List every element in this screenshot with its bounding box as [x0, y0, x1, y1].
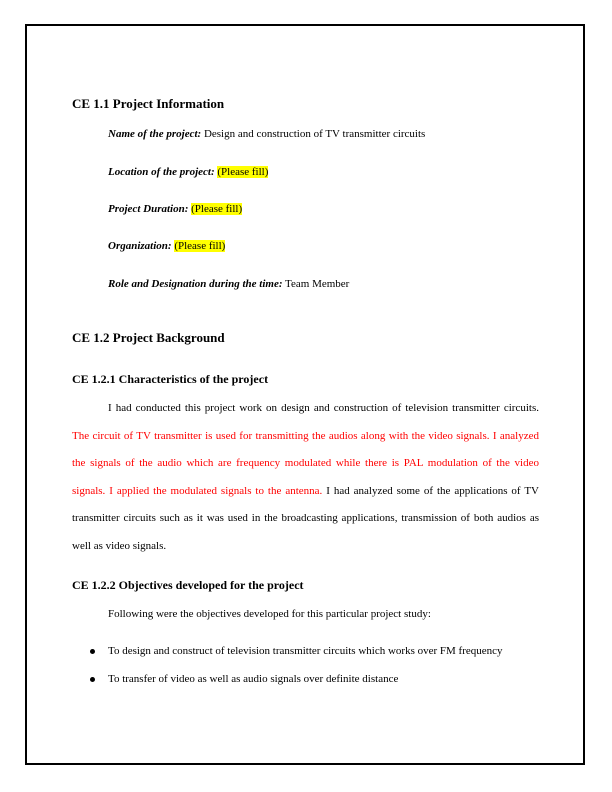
info-row-project-name — [108, 128, 425, 140]
objectives-intro: Following were the objectives developed for this particular project study: — [108, 608, 431, 620]
info-value-highlighted: (Please fill) — [191, 203, 243, 215]
list-item: To design and construct of television transmitter circuits which works over FM frequency — [108, 645, 503, 657]
paragraph-text-red: The circuit of TV transmitter is used for transmitting the audios along with the video signals. I analyzed the signals of the audio which are frequency modulated while there is PAL modulation of the video signals. I applied the modulated signals to the antenna. — [72, 429, 539, 497]
subsection-1-2-1-heading: CE 1.2.1 Characteristics of the project — [72, 372, 269, 386]
paragraph-text: I had conducted this project work on design and construction of television transmitter circuits. — [108, 402, 539, 414]
info-label: Role and Designation during the time: — [108, 278, 283, 290]
section-1-2-heading: CE 1.2 Project Background — [72, 330, 225, 345]
info-row-organization — [108, 240, 225, 252]
info-label: Location of the project: — [108, 166, 215, 178]
bullet-icon — [90, 649, 95, 654]
info-row-location — [108, 166, 268, 178]
info-label: Project Duration: — [108, 203, 189, 215]
info-label: Name of the project: — [108, 128, 202, 140]
subsection-1-2-2-heading: CE 1.2.2 Objectives developed for the project — [72, 578, 304, 592]
info-value-highlighted: (Please fill) — [174, 240, 226, 252]
info-row-duration — [108, 203, 242, 215]
bullet-icon — [90, 677, 95, 682]
info-value: Team Member — [282, 278, 350, 290]
info-row-role — [108, 278, 349, 290]
section-1-1-heading: CE 1.1 Project Information — [72, 96, 225, 111]
list-item: To transfer of video as well as audio signals over definite distance — [108, 673, 399, 685]
info-value: Design and construction of TV transmitter circuits — [201, 128, 426, 140]
characteristics-paragraph — [72, 395, 539, 560]
info-value-highlighted: (Please fill) — [217, 166, 269, 178]
info-label: Organization: — [108, 240, 172, 252]
paragraph-text: I had analyzed some of the applications of TV transmitter circuits such as it was used in the broadcasting applications, transmission of both audios as well as video signals. — [72, 484, 539, 552]
